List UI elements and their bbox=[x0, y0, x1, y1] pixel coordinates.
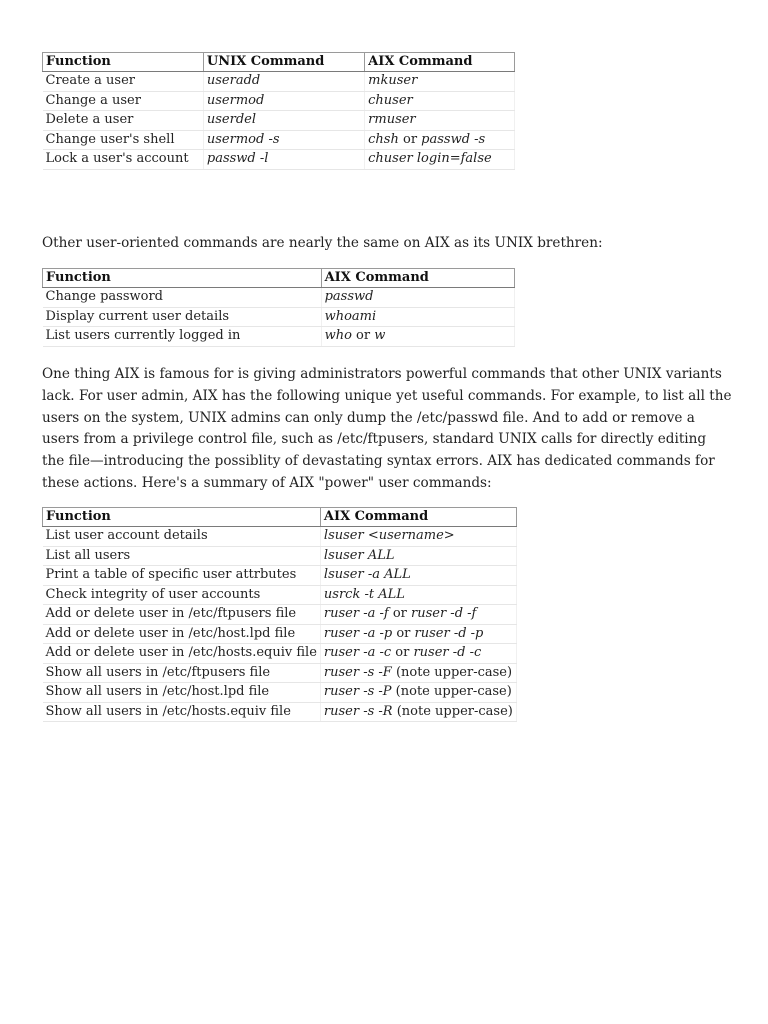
table-row bbox=[43, 624, 517, 644]
cell-function: Add or delete user in /etc/ftpusers file bbox=[43, 605, 321, 625]
column-header-aix-command: AIX Command bbox=[321, 269, 514, 288]
cell-aix-command bbox=[320, 702, 516, 722]
command-text: ruser -s -R bbox=[323, 703, 393, 719]
command-text: ruser -d -p bbox=[414, 625, 484, 641]
power-commands-paragraph: One thing AIX is famous for is giving administrators powerful commands that other UNIX variants lack. For user admin, AIX has the following unique yet useful commands. For example, to list all the users on the system, UNIX admins can only dump the /etc/passwd file. And to add or remove a users from a privilege control file, such as /etc/ftpusers, standard UNIX calls for directly editing the file—introducing the possiblity of devastating syntax errors. AIX has dedicated commands for these actions. Here's a summary of AIX "power" user commands: bbox=[42, 366, 732, 491]
connector-text: or bbox=[391, 645, 414, 661]
command-text: ruser -a -p bbox=[323, 625, 393, 641]
column-header-function: Function bbox=[43, 53, 204, 72]
cell-function: Show all users in /etc/host.lpd file bbox=[43, 683, 321, 703]
cell-aix-command bbox=[320, 566, 516, 586]
connector-text: (note upper-case) bbox=[391, 664, 513, 680]
cell-function: List all users bbox=[43, 546, 321, 566]
command-text: passwd bbox=[324, 289, 374, 305]
table-row bbox=[43, 527, 517, 547]
cell-function: Change a user bbox=[43, 91, 204, 111]
command-text: ruser -a -f bbox=[323, 606, 389, 622]
connector-text: or bbox=[388, 606, 411, 622]
cell-aix-command bbox=[365, 72, 515, 92]
cell-function: Check integrity of user accounts bbox=[43, 585, 321, 605]
cell-unix-command bbox=[203, 91, 364, 111]
command-text: usermod bbox=[206, 92, 265, 108]
cell-function: Show all users in /etc/ftpusers file bbox=[43, 663, 321, 683]
table-row bbox=[43, 546, 517, 566]
cell-aix-command bbox=[365, 150, 515, 170]
table-row bbox=[43, 150, 515, 170]
cell-function: Add or delete user in /etc/hosts.equiv file bbox=[43, 644, 321, 664]
cell-aix-command bbox=[320, 605, 516, 625]
cell-function: Delete a user bbox=[43, 111, 204, 131]
cell-aix-command bbox=[320, 683, 516, 703]
command-text: usermod -s bbox=[206, 131, 280, 147]
cell-aix-command bbox=[321, 288, 514, 308]
command-text: userdel bbox=[206, 112, 257, 128]
cell-function: Print a table of specific user attrbutes bbox=[43, 566, 321, 586]
command-text: chsh bbox=[368, 131, 399, 147]
command-text: whoami bbox=[324, 308, 377, 324]
cell-function: Change password bbox=[43, 288, 322, 308]
table-row bbox=[43, 605, 517, 625]
unix-aix-user-commands-table bbox=[42, 52, 515, 170]
aix-power-user-commands-table bbox=[42, 507, 517, 722]
command-text: rmuser bbox=[368, 112, 416, 128]
command-text: lsuser ALL bbox=[323, 547, 395, 563]
cell-aix-command bbox=[320, 546, 516, 566]
table-row bbox=[43, 663, 517, 683]
cell-function: Display current user details bbox=[43, 307, 322, 327]
command-text: passwd -l bbox=[206, 151, 269, 167]
command-text: ruser -d -c bbox=[413, 645, 482, 661]
command-text: chuser login=false bbox=[368, 151, 492, 167]
column-header-aix-command: AIX Command bbox=[320, 508, 516, 527]
table-header-row bbox=[43, 269, 515, 288]
connector-text: (note upper-case) bbox=[392, 703, 513, 719]
table-header-row bbox=[43, 508, 517, 527]
intro-paragraph: Other user-oriented commands are nearly the same on AIX as its UNIX brethren: bbox=[42, 235, 603, 251]
cell-function: List user account details bbox=[43, 527, 321, 547]
cell-aix-command bbox=[320, 663, 516, 683]
table-row bbox=[43, 585, 517, 605]
table-row bbox=[43, 683, 517, 703]
command-text: passwd -s bbox=[421, 131, 486, 147]
cell-function: Lock a user's account bbox=[43, 150, 204, 170]
command-text: useradd bbox=[206, 73, 261, 89]
cell-aix-command bbox=[365, 130, 515, 150]
cell-aix-command bbox=[320, 624, 516, 644]
table-body bbox=[43, 72, 515, 170]
command-text: mkuser bbox=[368, 73, 418, 89]
cell-aix-command bbox=[320, 644, 516, 664]
table-row bbox=[43, 307, 515, 327]
table-body bbox=[43, 527, 517, 722]
command-text: ruser -s -F bbox=[323, 664, 392, 680]
command-text: w bbox=[374, 328, 386, 344]
table-row bbox=[43, 130, 515, 150]
cell-aix-command bbox=[365, 91, 515, 111]
connector-text: (note upper-case) bbox=[391, 684, 512, 700]
command-text: lsuser <username> bbox=[323, 528, 455, 544]
aix-user-oriented-commands-table bbox=[42, 268, 515, 347]
command-text: ruser -s -P bbox=[323, 684, 392, 700]
table-header-row bbox=[43, 53, 515, 72]
column-header-aix-command: AIX Command bbox=[365, 53, 515, 72]
cell-unix-command bbox=[203, 111, 364, 131]
cell-function: List users currently logged in bbox=[43, 327, 322, 347]
cell-aix-command bbox=[321, 327, 514, 347]
command-text: ruser -a -c bbox=[323, 645, 392, 661]
connector-text: or bbox=[351, 328, 375, 344]
command-text: ruser -d -f bbox=[411, 606, 477, 622]
command-text: chuser bbox=[368, 92, 413, 108]
cell-aix-command bbox=[320, 585, 516, 605]
cell-unix-command bbox=[203, 150, 364, 170]
connector-text: or bbox=[398, 131, 422, 147]
table-row bbox=[43, 91, 515, 111]
table-row bbox=[43, 111, 515, 131]
cell-unix-command bbox=[203, 130, 364, 150]
cell-function: Create a user bbox=[43, 72, 204, 92]
column-header-unix-command: UNIX Command bbox=[203, 53, 364, 72]
column-header-function: Function bbox=[43, 508, 321, 527]
table-row bbox=[43, 644, 517, 664]
table-row bbox=[43, 566, 517, 586]
cell-aix-command bbox=[365, 111, 515, 131]
command-text: lsuser -a ALL bbox=[323, 567, 411, 583]
cell-aix-command bbox=[320, 527, 516, 547]
table-row bbox=[43, 72, 515, 92]
table-body bbox=[43, 288, 515, 347]
table-row bbox=[43, 288, 515, 308]
connector-text: or bbox=[392, 625, 415, 641]
cell-function: Show all users in /etc/hosts.equiv file bbox=[43, 702, 321, 722]
column-header-function: Function bbox=[43, 269, 322, 288]
cell-function: Add or delete user in /etc/host.lpd file bbox=[43, 624, 321, 644]
table-row bbox=[43, 702, 517, 722]
command-text: who bbox=[324, 328, 352, 344]
command-text: usrck -t ALL bbox=[323, 586, 405, 602]
table-row bbox=[43, 327, 515, 347]
cell-function: Change user's shell bbox=[43, 130, 204, 150]
cell-unix-command bbox=[203, 72, 364, 92]
cell-aix-command bbox=[321, 307, 514, 327]
